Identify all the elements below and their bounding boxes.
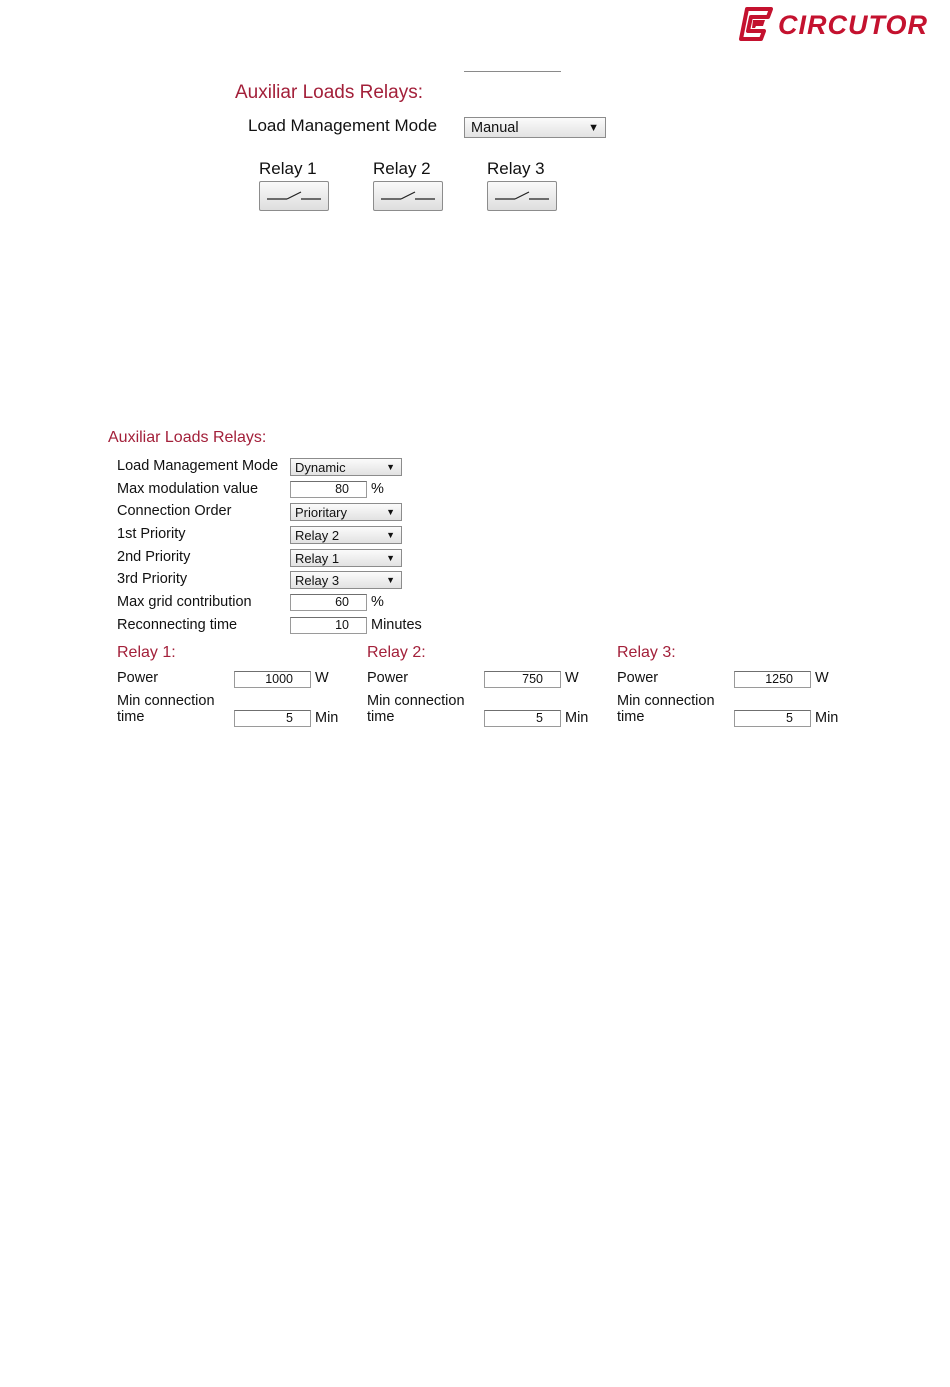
relay-1-toggle-button[interactable] xyxy=(259,181,329,211)
reconnecting-unit: Minutes xyxy=(371,617,422,633)
dynamic-mode-select-value: Dynamic xyxy=(295,459,346,475)
max-grid-label: Max grid contribution xyxy=(117,594,252,610)
dynamic-mode-select[interactable] xyxy=(290,458,402,476)
priority-2-select[interactable] xyxy=(290,549,402,567)
relay-3-control xyxy=(487,159,557,211)
relay-1-power-label: Power xyxy=(117,670,159,686)
dropdown-arrow-icon: ▼ xyxy=(386,553,395,563)
dynamic-mode-label: Load Management Mode xyxy=(117,458,279,474)
relay-2-power-label: Power xyxy=(367,670,409,686)
relay-3-min-connection-label-line2: time xyxy=(617,709,645,725)
relay-2-toggle-button[interactable] xyxy=(373,181,443,211)
relay-2-label: Relay 2 xyxy=(373,159,431,178)
relay-3-power-unit: W xyxy=(815,670,829,686)
relay-2-control xyxy=(373,159,443,211)
priority-2-select-value: Relay 1 xyxy=(295,550,340,566)
connection-order-label: Connection Order xyxy=(117,503,232,519)
dropdown-arrow-icon: ▼ xyxy=(386,530,395,540)
manual-mode-select[interactable] xyxy=(464,117,606,138)
priority-2-label: 2nd Priority xyxy=(117,549,191,565)
priority-1-label: 1st Priority xyxy=(117,526,186,542)
relay-1-control xyxy=(259,159,329,211)
priority-3-select[interactable] xyxy=(290,571,402,589)
dropdown-arrow-icon: ▼ xyxy=(588,121,599,134)
relay-2-min-connection-label xyxy=(367,693,465,725)
relay-1-label: Relay 1 xyxy=(259,159,317,178)
max-grid-unit: % xyxy=(371,594,384,610)
priority-1-select-value: Relay 2 xyxy=(295,527,340,543)
circutor-logo-text: CIRCUTOR xyxy=(778,9,929,40)
manual-panel-title: Auxiliar Loads Relays: xyxy=(235,82,423,103)
reconnecting-label: Reconnecting time xyxy=(117,617,238,633)
priority-1-select[interactable] xyxy=(290,526,402,544)
relay-3-min-connection-label xyxy=(617,693,715,725)
max-grid-input[interactable]: 60 xyxy=(290,594,367,611)
relay-2-min-connection-input[interactable]: 5 xyxy=(484,710,561,727)
max-modulation-unit: % xyxy=(371,481,384,497)
circutor-logo-icon xyxy=(738,6,774,42)
relay-1-min-connection-unit: Min xyxy=(315,710,339,726)
circutor-logo xyxy=(738,4,933,44)
reconnecting-input[interactable]: 10 xyxy=(290,617,367,634)
priority-3-select-value: Relay 3 xyxy=(295,572,340,588)
relay-3-power-input[interactable]: 1250 xyxy=(734,671,811,688)
manual-mode-label: Load Management Mode xyxy=(248,116,438,135)
relay-3-toggle-button[interactable] xyxy=(487,181,557,211)
relay-1-power-input[interactable]: 1000 xyxy=(234,671,311,688)
relay-open-switch-icon xyxy=(491,189,553,203)
relay-1-min-connection-input[interactable]: 5 xyxy=(234,710,311,727)
relay-1-min-connection-label-line1: Min connection xyxy=(117,693,215,709)
relay-2-min-connection-label-line2: time xyxy=(367,709,395,725)
divider-line xyxy=(464,71,561,72)
dropdown-arrow-icon: ▼ xyxy=(386,507,395,517)
relay-2-power-input[interactable]: 750 xyxy=(484,671,561,688)
relay-3-min-connection-unit: Min xyxy=(815,710,839,726)
max-modulation-label: Max modulation value xyxy=(117,481,259,497)
relay-2-power-unit: W xyxy=(565,670,579,686)
dropdown-arrow-icon: ▼ xyxy=(386,462,395,472)
relay-3-min-connection-label-line1: Min connection xyxy=(617,693,715,709)
relay-2-min-connection-unit: Min xyxy=(565,710,589,726)
relay-2-section-title: Relay 2: xyxy=(367,644,426,661)
relay-open-switch-icon xyxy=(377,189,439,203)
relay-3-power-label: Power xyxy=(617,670,659,686)
manual-mode-select-value: Manual xyxy=(471,119,519,136)
relay-3-min-connection-input[interactable]: 5 xyxy=(734,710,811,727)
connection-order-select[interactable] xyxy=(290,503,402,521)
relay-open-switch-icon xyxy=(263,189,325,203)
dropdown-arrow-icon: ▼ xyxy=(386,575,395,585)
priority-3-label: 3rd Priority xyxy=(117,571,188,587)
relay-1-min-connection-label xyxy=(117,693,215,725)
dynamic-panel-title: Auxiliar Loads Relays: xyxy=(108,429,267,446)
relay-1-power-unit: W xyxy=(315,670,329,686)
max-modulation-input[interactable]: 80 xyxy=(290,481,367,498)
connection-order-select-value: Prioritary xyxy=(295,504,348,520)
relay-3-section-title: Relay 3: xyxy=(617,644,676,661)
relay-3-label: Relay 3 xyxy=(487,159,545,178)
relay-1-section-title: Relay 1: xyxy=(117,644,176,661)
relay-2-min-connection-label-line1: Min connection xyxy=(367,693,465,709)
relay-1-min-connection-label-line2: time xyxy=(117,709,145,725)
